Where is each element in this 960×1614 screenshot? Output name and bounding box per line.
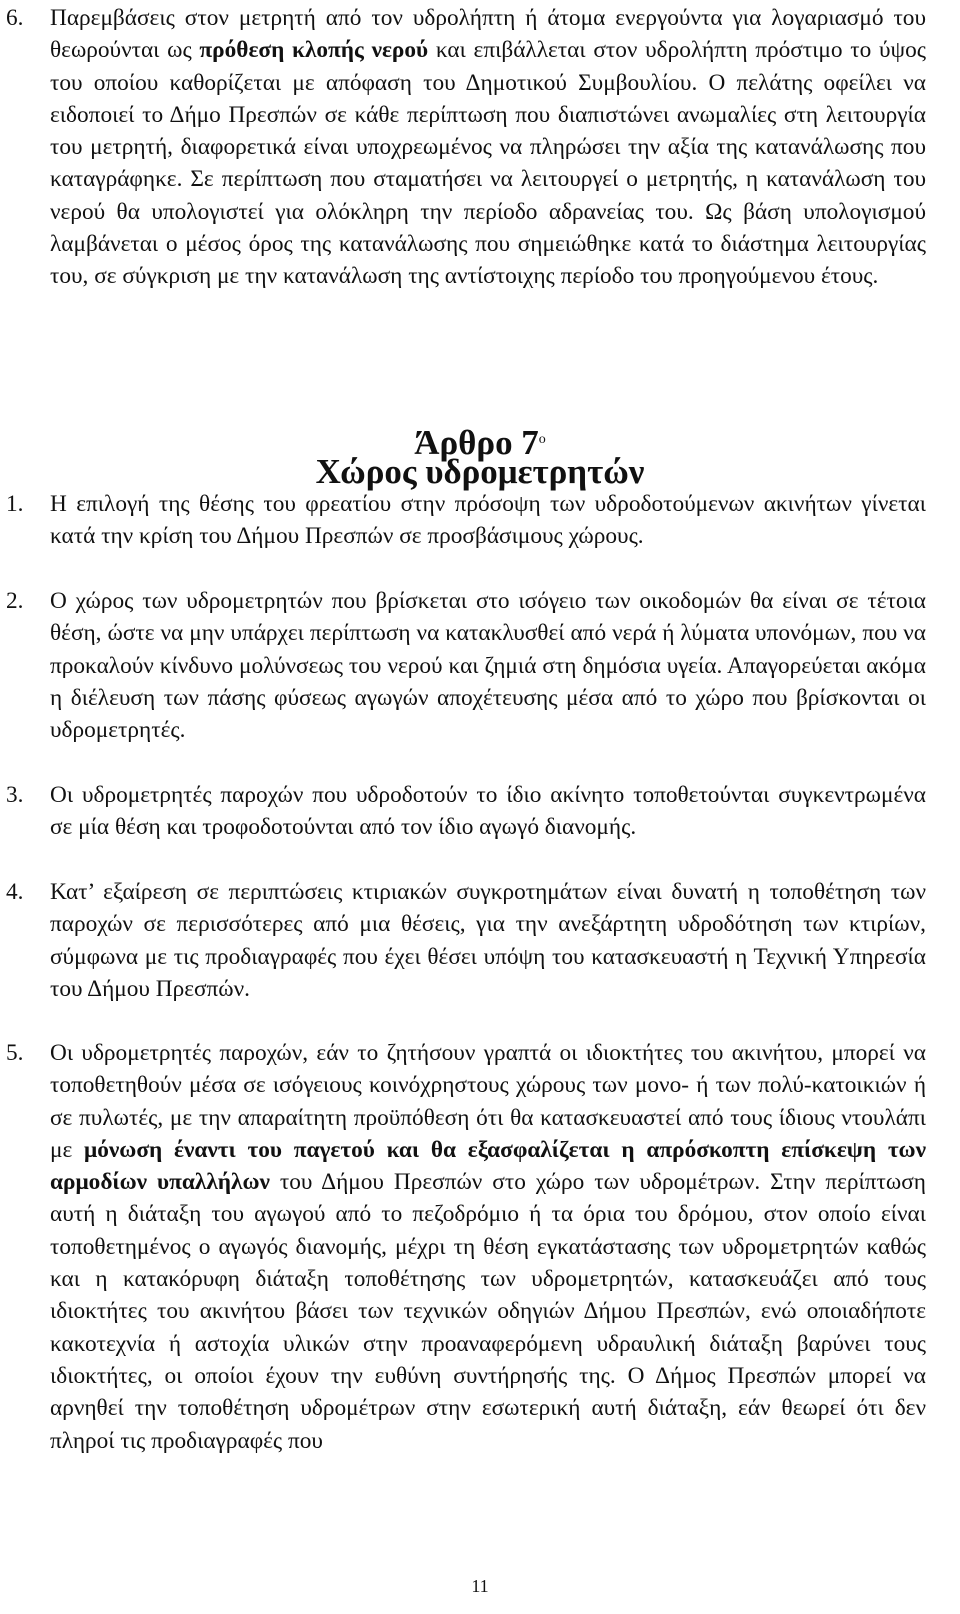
item-number: 5. (6, 1040, 24, 1066)
item-number: 4. (6, 879, 24, 905)
article-title (0, 452, 960, 491)
paragraph-4 (6, 876, 926, 1005)
article-title-text: Χώρος υδρομετρητών (315, 452, 645, 491)
paragraph-text: Οι υδρομετρητές παροχών που υδροδοτούν το ίδιο ακίνητο τοποθετούνται συγκεντρωμένα σε μία θέση και τροφοδοτούνται από τον ίδιο αγωγό διανομής. (50, 782, 926, 841)
item-number: 1. (6, 491, 24, 517)
paragraph-2 (6, 585, 926, 746)
bold-phrase: πρόθεση κλοπής νερού (199, 37, 429, 64)
article-label: Άρθρο 7 (414, 423, 539, 462)
paragraph-3 (6, 779, 926, 844)
paragraph-6 (6, 2, 926, 293)
paragraph-text: Η επιλογή της θέσης του φρεατίου στην πρόσοψη των υδροδοτούμενων ακινήτων γίνεται κατά την κρίση του Δήμου Πρεσπών σε προσβάσιμους χώρους. (50, 491, 926, 550)
paragraph-text: Ο χώρος των υδρομετρητών που βρίσκεται στο ισόγειο των οικοδομών θα είναι σε τέτοια θέση, ώστε να μην υπάρχει περίπτωση να κατακλυσθεί από νερά ή λύματα υπονόμων, που να προκαλούν κίνδυνο μολύνσεως του νερού και ζημιά στη δημόσια υγεία. Απαγορεύεται ακόμα η διέλευση των πάσης φύσεως αγωγών αποχέτευσης μέσα από το χώρο που βρίσκονται οι υδρομετρητές. (50, 588, 926, 744)
bold-phrase: μόνωση έναντι του παγετού και θα εξασφαλίζεται η απρόσκοπτη επίσκεψη των αρμοδίων υπαλλήλων (50, 1136, 926, 1196)
paragraph-5 (6, 1037, 926, 1457)
paragraph-text: και επιβάλλεται στον υδρολήπτη πρόστιμο το ύψος του οποίου καθορίζεται με απόφαση του Δημοτικού Συμβουλίου. Ο πελάτης οφείλει να ειδοποιεί το Δήμο Πρεσπών σε κάθε περίπτωση που διαπιστώνει ανωμαλίες στη λειτουργία του μετρητή, διαφορετικά είναι υποχρεωμένος να πληρώσει την αξία της κατανάλωσης που καταγράφηκε. Σε περίπτωση που σταματήσει να λειτουργεί ο μετρητής, η κατανάλωση του νερού θα υπολογιστεί για ολόκληρη την περίοδο αδρανείας του. Ως βάση υπολογισμού λαμβάνεται ο μέσος όρος της κατανάλωσης που σημειώθηκε κατά το διάστημα λειτουργίας του, σε σύγκριση με την κατανάλωση της αντίστοιχης περίοδο του προηγούμενου έτους. (50, 37, 926, 290)
item-number: 3. (6, 782, 24, 808)
article-ordinal: ο (538, 432, 546, 447)
paragraph-text: του Δήμου Πρεσπών στο χώρο των υδρομέτρων. Στην περίπτωση αυτή η διάταξη του αγωγού από το πεζοδρόμιο ή τα όρια του δρόμου, στον οποίο είναι τοποθετημένος ο αγωγός διανομής, μέχρι τη θέση εγκατάστασης των υδρομετρητών καθώς και η κατακόρυφη διάταξη τοποθέτησης των υδρομετρητών, κατασκευάζει από τους ιδιοκτήτες του ακινήτου βάσει των τεχνικών οδηγιών Δήμου Πρεσπών, ενώ οποιαδήποτε κακοτεχνία ή αστοχία υλικών στην προαναφερόμενη υδραυλική διάταξη βαρύνει τους ιδιοκτήτες, οι οποίοι έχουν την ευθύνη συντήρησής της. Ο Δήμος Πρεσπών μπορεί να αρνηθεί την τοποθέτηση υδρομέτρων στην εσωτερική αυτή διάταξη, εάν θεωρεί ότι δεν πληροί τις προδιαγραφές που (50, 1169, 926, 1454)
paragraph-text: Παρεμβάσεις στον μετρητή από τον υδρολήπτη ή άτομα ενεργούντα για λογαριασμό του θεωρούνται ως (50, 5, 926, 64)
paragraph-1 (6, 488, 926, 553)
paragraph-text: Οι υδρομετρητές παροχών, εάν το ζητήσουν γραπτά οι ιδιοκτήτες του ακινήτου, μπορεί να τοποθετηθούν μέσα σε ισόγειους κοινόχρηστους χώρους των μονο- ή των πολύ-κατοικιών ή σε πυλωτές, με την απαραίτητη προϋπόθεση ότι θα κατασκευαστεί από τους ίδιους ντουλάπι με (50, 1040, 926, 1163)
item-number: 6. (6, 5, 24, 31)
page-number: 11 (471, 1576, 489, 1596)
item-number: 2. (6, 588, 24, 614)
paragraph-text: Κατ’ εξαίρεση σε περιπτώσεις κτιριακών συγκροτημάτων είναι δυνατή η τοποθέτηση των παροχών σε περισσότερες από μια θέσεις, για την ανεξάρτητη υδροδότηση των κτιρίων, σύμφωνα με τις προδιαγραφές που έχει θέσει υπόψη του κατασκευαστή η Τεχνική Υπηρεσία του Δήμου Πρεσπών. (50, 879, 926, 1002)
